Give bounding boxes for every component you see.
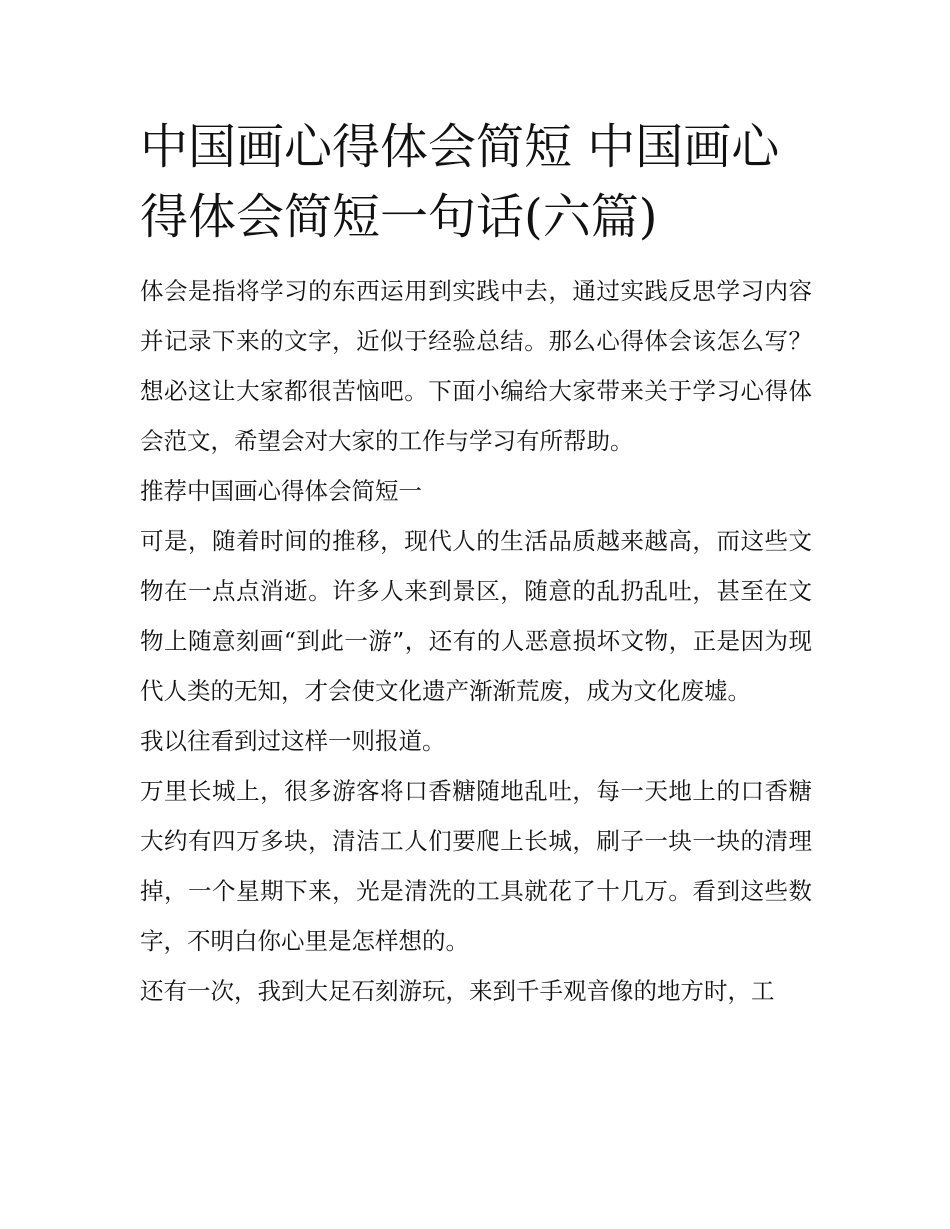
document-page [140,112,812,1016]
document-title: 中国画心得体会简短 中国画心得体会简短一句话(六篇) [140,119,780,245]
body-paragraph: 还有一次，我到大足石刻游玩，来到千手观音像的地方时，工 [140,977,775,1005]
body-paragraph: 可是，随着时间的推移，现代人的生活品质越来越高，而这些文物在一点点消逝。许多人来到景区，随意的乱扔乱吐，甚至在文物上随意刻画“到此一游”，还有的人恶意损坏文物，正是因为现代人类的无知，才会使文化遗产渐渐荒废，成为文化废墟。 [140,527,812,705]
body-paragraph: 我以往看到过这样一则报道。 [140,727,446,755]
body-paragraph: 万里长城上，很多游客将口香糖随地乱吐，每一天地上的口香糖大约有四万多块，清洁工人们要爬上长城，刷子一块一块的清理掉，一个星期下来，光是清洗的工具就花了十几万。看到这些数字，不明白你心里是怎样想的。 [140,777,812,955]
intro-paragraph: 体会是指将学习的东西运用到实践中去，通过实践反思学习内容并记录下来的文字，近似于经验总结。那么心得体会该怎么写？想必这让大家都很苦恼吧。下面小编给大家带来关于学习心得体会范文，希望会对大家的工作与学习有所帮助。 [140,277,812,455]
section-heading: 推荐中国画心得体会简短一 [140,477,422,505]
